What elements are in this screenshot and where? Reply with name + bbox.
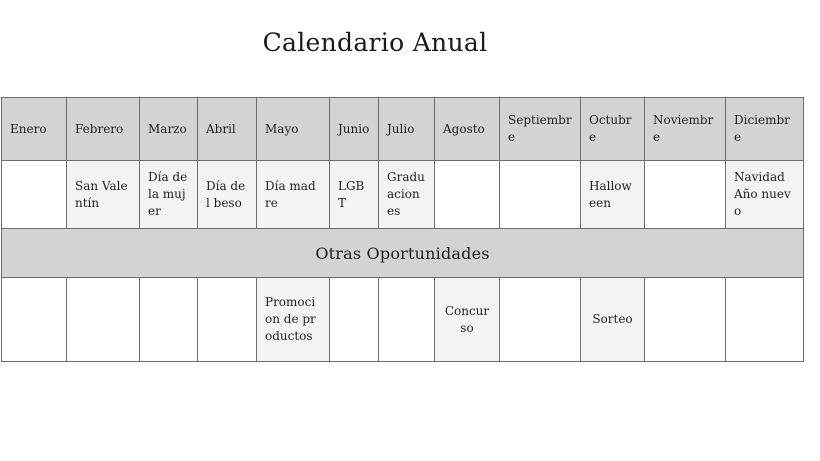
event-cell: Graduaciones <box>379 161 435 229</box>
opportunity-cell: Sorteo <box>581 278 645 362</box>
month-header: Junio <box>330 98 379 161</box>
opportunity-cell <box>379 278 435 362</box>
month-header: Octubre <box>581 98 645 161</box>
event-cell: Navidad Año nuevo <box>726 161 804 229</box>
event-cell <box>2 161 67 229</box>
month-header: Julio <box>379 98 435 161</box>
month-header: Agosto <box>435 98 500 161</box>
month-header: Diciembre <box>726 98 804 161</box>
calendar-table <box>1 97 804 362</box>
month-header: Abril <box>198 98 257 161</box>
months-header-row <box>2 98 804 161</box>
month-header: Mayo <box>257 98 330 161</box>
opportunity-cell <box>198 278 257 362</box>
event-cell <box>500 161 581 229</box>
event-cell: Día madre <box>257 161 330 229</box>
section-title: Otras Oportunidades <box>2 229 804 278</box>
events-row <box>2 161 804 229</box>
event-cell <box>645 161 726 229</box>
month-header: Enero <box>2 98 67 161</box>
opportunity-cell: Concurso <box>435 278 500 362</box>
event-cell: Día de la mujer <box>140 161 198 229</box>
opportunity-cell: Promocion de productos <box>257 278 330 362</box>
event-cell <box>435 161 500 229</box>
event-cell: LGBT <box>330 161 379 229</box>
event-cell: San Valentín <box>67 161 140 229</box>
opportunity-cell <box>726 278 804 362</box>
opportunity-cell <box>645 278 726 362</box>
opportunity-cell <box>2 278 67 362</box>
month-header: Septiembre <box>500 98 581 161</box>
opportunities-row <box>2 278 804 362</box>
month-header: Marzo <box>140 98 198 161</box>
event-cell: Halloween <box>581 161 645 229</box>
opportunity-cell <box>330 278 379 362</box>
opportunity-cell <box>140 278 198 362</box>
month-header: Noviembre <box>645 98 726 161</box>
opportunity-cell <box>67 278 140 362</box>
month-header: Febrero <box>67 98 140 161</box>
opportunity-cell <box>500 278 581 362</box>
page-title: Calendario Anual <box>262 28 488 57</box>
section-row <box>2 229 804 278</box>
event-cell: Día del beso <box>198 161 257 229</box>
